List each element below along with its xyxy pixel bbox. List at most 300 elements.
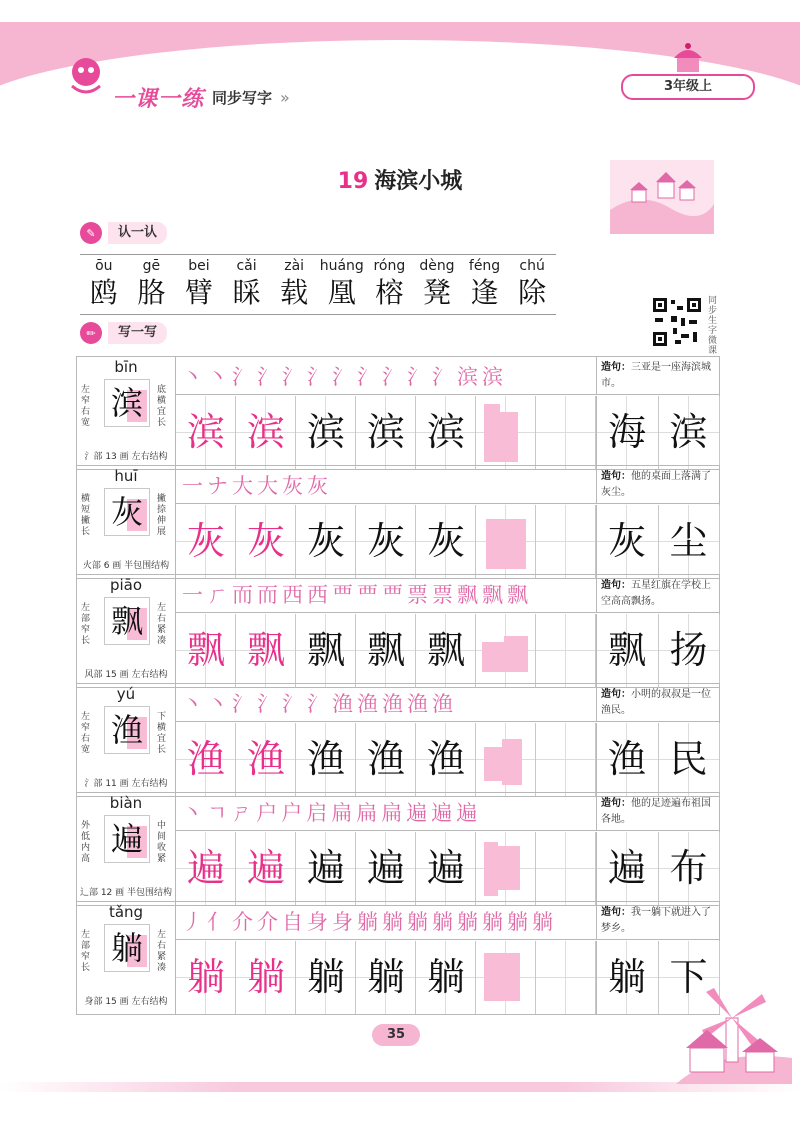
trace-char: 灰 bbox=[186, 519, 225, 563]
seaside-town-illustration bbox=[610, 160, 714, 234]
writing-tip-right: 中间收紧 bbox=[157, 821, 167, 864]
writing-cell bbox=[416, 505, 476, 578]
recognize-pinyin: bei bbox=[188, 258, 210, 274]
word-cell bbox=[597, 614, 659, 687]
char-meta: 身部 15 画 左右结构 bbox=[84, 997, 168, 1007]
word-char: 下 bbox=[669, 955, 708, 999]
writing-cell[interactable] bbox=[476, 941, 536, 1014]
stroke-order bbox=[176, 357, 596, 395]
stroke-step: 覀 bbox=[357, 582, 378, 607]
stroke-order bbox=[176, 466, 596, 504]
recognize-pinyin: huáng bbox=[319, 258, 364, 274]
recognize-hanzi: 凳 bbox=[422, 276, 451, 309]
char-info bbox=[77, 466, 176, 578]
stroke-step: 西 bbox=[282, 582, 303, 607]
char-meta: 氵部 11 画 左右结构 bbox=[84, 779, 168, 789]
char-display: 遍 bbox=[110, 820, 143, 858]
stroke-step: 票 bbox=[432, 582, 453, 607]
char-info bbox=[77, 793, 176, 905]
stroke-step: 大 bbox=[257, 473, 278, 498]
writing-cell bbox=[356, 941, 416, 1014]
trace-char: 躺 bbox=[246, 955, 285, 999]
section-write bbox=[80, 322, 167, 344]
stroke-step: 氵 bbox=[332, 364, 353, 389]
series-title bbox=[112, 82, 290, 113]
recognize-pinyin: ōu bbox=[95, 258, 113, 274]
stroke-step: 丶 bbox=[182, 800, 203, 825]
structure-block bbox=[500, 412, 518, 462]
recognize-char bbox=[270, 256, 318, 310]
stroke-order bbox=[176, 684, 596, 722]
recognize-pinyin: zài bbox=[284, 258, 305, 274]
divider bbox=[80, 254, 556, 255]
trace-char: 滨 bbox=[246, 410, 285, 454]
writing-cell bbox=[176, 505, 236, 578]
stroke-step: 一 bbox=[182, 473, 203, 498]
word-cells bbox=[596, 614, 720, 687]
trace-char: 遍 bbox=[186, 846, 225, 890]
recognize-char bbox=[508, 256, 556, 310]
stroke-step: 飘 bbox=[457, 582, 478, 607]
stroke-step: 覀 bbox=[332, 582, 353, 607]
recognize-hanzi: 胳 bbox=[137, 276, 166, 309]
writing-tip-left: 外低内高 bbox=[81, 821, 91, 864]
lesson-number: 19 bbox=[337, 169, 369, 194]
word-cells bbox=[596, 505, 720, 578]
word-char: 躺 bbox=[607, 955, 646, 999]
writing-grid bbox=[176, 614, 596, 687]
word-cell bbox=[659, 832, 721, 905]
writing-grid bbox=[176, 396, 596, 469]
stroke-step: 躺 bbox=[507, 909, 528, 934]
char-pinyin: huī bbox=[114, 467, 138, 485]
sentence-example bbox=[596, 793, 719, 831]
stroke-step: 身 bbox=[332, 909, 353, 934]
writing-cell bbox=[176, 832, 236, 905]
model-char: 飘 bbox=[306, 628, 345, 672]
word-cell bbox=[597, 723, 659, 796]
sentence-example bbox=[596, 684, 719, 722]
recognize-char bbox=[413, 256, 461, 310]
stroke-step: 扁 bbox=[356, 800, 378, 825]
recognize-char bbox=[175, 256, 223, 310]
recognize-char bbox=[80, 256, 128, 310]
sentence-example bbox=[596, 575, 719, 613]
stroke-step: 氵 bbox=[307, 364, 328, 389]
writing-cell[interactable] bbox=[536, 832, 596, 905]
stroke-step: 氵 bbox=[307, 691, 328, 716]
char-meta: 氵部 13 画 左右结构 bbox=[84, 452, 168, 462]
trace-char: 躺 bbox=[186, 955, 225, 999]
stroke-step: ㄱ bbox=[207, 800, 228, 825]
stroke-step: ㄏ bbox=[207, 582, 228, 607]
section-recognize bbox=[80, 222, 167, 244]
writing-cell[interactable] bbox=[476, 614, 536, 687]
stroke-step: 丶 bbox=[182, 691, 203, 716]
stroke-step: 而 bbox=[257, 582, 278, 607]
writing-cell[interactable] bbox=[536, 723, 596, 796]
stroke-step: 躺 bbox=[357, 909, 378, 934]
stroke-step: 灰 bbox=[282, 473, 303, 498]
writing-cell bbox=[356, 396, 416, 469]
mascot-icon bbox=[62, 52, 110, 100]
word-cell bbox=[659, 723, 721, 796]
writing-cell[interactable] bbox=[476, 723, 536, 796]
sentence-text: 他的桌面上落满了灰尘。 bbox=[601, 471, 711, 498]
windmill-house-illustration bbox=[676, 978, 792, 1084]
char-info bbox=[77, 575, 176, 687]
stroke-step: 氵 bbox=[282, 691, 303, 716]
writing-cell[interactable] bbox=[536, 941, 596, 1014]
trace-char: 渔 bbox=[246, 737, 285, 781]
stroke-step: 氵 bbox=[232, 364, 253, 389]
sentence-text: 我一躺下就进入了梦乡。 bbox=[601, 907, 711, 934]
recognize-char-list bbox=[80, 256, 556, 310]
trace-char: 渔 bbox=[186, 737, 225, 781]
stroke-step: 氵 bbox=[257, 364, 278, 389]
writing-cell[interactable] bbox=[536, 614, 596, 687]
structure-block bbox=[484, 404, 500, 462]
stroke-step: 氵 bbox=[257, 691, 278, 716]
stroke-step: 丶 bbox=[182, 364, 203, 389]
sentence-example bbox=[596, 357, 719, 395]
char-display: 灰 bbox=[110, 493, 143, 531]
stroke-step: 氵 bbox=[407, 364, 428, 389]
writing-cell bbox=[356, 614, 416, 687]
char-info bbox=[77, 902, 176, 1014]
model-char: 渔 bbox=[306, 737, 345, 781]
writing-grid bbox=[176, 941, 596, 1014]
stroke-step: 介 bbox=[232, 909, 253, 934]
recognize-char bbox=[461, 256, 509, 310]
writing-cell bbox=[236, 396, 296, 469]
recognize-hanzi: 榕 bbox=[375, 276, 404, 309]
model-char: 躺 bbox=[366, 955, 405, 999]
sentence-text: 他的足迹遍布祖国各地。 bbox=[601, 798, 711, 825]
char-display: 躺 bbox=[110, 929, 143, 967]
recognize-pinyin: féng bbox=[468, 258, 501, 274]
writing-cell bbox=[296, 505, 356, 578]
writing-cell bbox=[356, 723, 416, 796]
word-cells bbox=[596, 396, 720, 469]
word-cell bbox=[659, 614, 721, 687]
stroke-step: 渔 bbox=[432, 691, 453, 716]
stroke-step: 躺 bbox=[382, 909, 403, 934]
stroke-step: 遍 bbox=[406, 800, 428, 825]
word-char: 民 bbox=[669, 737, 708, 781]
trace-char: 遍 bbox=[246, 846, 285, 890]
structure-block bbox=[484, 747, 502, 781]
stroke-step: 户 bbox=[281, 800, 303, 825]
recognize-pinyin: chú bbox=[519, 258, 545, 274]
writing-cell bbox=[236, 941, 296, 1014]
writing-tip-left: 横短撇长 bbox=[81, 494, 91, 537]
stroke-step: ㄕ bbox=[231, 800, 253, 825]
writing-cell bbox=[416, 396, 476, 469]
section-recognize-label: 认一认 bbox=[108, 222, 167, 244]
stroke-order bbox=[176, 902, 596, 940]
sentence-label: 造句： bbox=[601, 798, 631, 809]
stroke-step: 氵 bbox=[282, 364, 303, 389]
stroke-step: 大 bbox=[232, 473, 253, 498]
structure-block bbox=[484, 953, 502, 1001]
stroke-step: 票 bbox=[407, 582, 428, 607]
structure-block bbox=[502, 953, 520, 1001]
stroke-step: 亻 bbox=[207, 909, 228, 934]
stroke-step: 丶 bbox=[207, 364, 228, 389]
word-cells bbox=[596, 832, 720, 905]
char-display-box bbox=[104, 924, 150, 972]
char-pinyin: tǎng bbox=[108, 903, 144, 921]
writing-tip-right: 左右紧凑 bbox=[157, 603, 167, 646]
word-cell bbox=[597, 941, 659, 1014]
structure-block bbox=[498, 846, 520, 890]
writing-cell bbox=[296, 832, 356, 905]
writing-cell bbox=[176, 723, 236, 796]
recognize-pinyin: dèng bbox=[419, 258, 455, 274]
writing-cell[interactable] bbox=[536, 396, 596, 469]
sentence-label: 造句： bbox=[601, 907, 631, 918]
writing-cell bbox=[416, 941, 476, 1014]
stroke-step: 滨 bbox=[482, 364, 503, 389]
model-char: 灰 bbox=[306, 519, 345, 563]
writing-cell bbox=[236, 505, 296, 578]
stroke-step: 西 bbox=[307, 582, 328, 607]
practice-row bbox=[76, 683, 720, 797]
word-char: 飘 bbox=[607, 628, 646, 672]
recognize-pinyin: gē bbox=[142, 258, 161, 274]
model-char: 飘 bbox=[366, 628, 405, 672]
sentence-text: 三亚是一座海滨城市。 bbox=[601, 362, 711, 389]
word-cell bbox=[597, 832, 659, 905]
stroke-step: 覀 bbox=[382, 582, 403, 607]
stroke-step: 一 bbox=[182, 582, 203, 607]
char-pinyin: biàn bbox=[109, 794, 143, 812]
writing-cell bbox=[416, 723, 476, 796]
section-write-label: 写一写 bbox=[108, 322, 167, 344]
stroke-order bbox=[176, 793, 596, 831]
writing-tip-right: 底横宜长 bbox=[157, 385, 167, 428]
recognize-char bbox=[366, 256, 414, 310]
recognize-pinyin: róng bbox=[373, 258, 406, 274]
char-display: 渔 bbox=[110, 711, 143, 749]
structure-block bbox=[502, 739, 522, 785]
char-info bbox=[77, 357, 176, 469]
char-meta: 辶部 12 画 半包围结构 bbox=[79, 888, 173, 898]
writing-tip-right: 撇捺伸展 bbox=[157, 494, 167, 537]
model-char: 灰 bbox=[426, 519, 465, 563]
writing-tip-left: 左窄右宽 bbox=[81, 712, 91, 755]
word-char: 灰 bbox=[607, 519, 646, 563]
recognize-hanzi: 睬 bbox=[232, 276, 261, 309]
char-meta: 火部 6 画 半包围结构 bbox=[82, 561, 170, 571]
stroke-step: 遍 bbox=[456, 800, 478, 825]
word-char: 扬 bbox=[669, 628, 708, 672]
cupcake-icon bbox=[668, 40, 708, 74]
stroke-step: 飘 bbox=[507, 582, 528, 607]
stroke-step: 躺 bbox=[532, 909, 553, 934]
writing-cell bbox=[296, 396, 356, 469]
word-cells bbox=[596, 723, 720, 796]
stroke-step: 氵 bbox=[432, 364, 453, 389]
series-subtitle: 同步写字 bbox=[212, 89, 273, 107]
char-meta: 风部 15 画 左右结构 bbox=[84, 670, 168, 680]
word-char: 尘 bbox=[669, 519, 708, 563]
structure-block bbox=[504, 636, 528, 672]
writing-tip-left: 左窄右宽 bbox=[81, 385, 91, 428]
model-char: 遍 bbox=[426, 846, 465, 890]
grade-badge: 3年级上 bbox=[621, 74, 755, 100]
sentence-label: 造句： bbox=[601, 580, 631, 591]
stroke-step: 渔 bbox=[332, 691, 353, 716]
stroke-step: 丶 bbox=[207, 691, 228, 716]
recognize-hanzi: 载 bbox=[280, 276, 309, 309]
stroke-step: 躺 bbox=[407, 909, 428, 934]
stroke-step: 滨 bbox=[457, 364, 478, 389]
writing-tip-left: 左部窄长 bbox=[81, 930, 91, 973]
stroke-step: 户 bbox=[256, 800, 278, 825]
writing-cell bbox=[356, 505, 416, 578]
practice-row bbox=[76, 356, 720, 470]
stroke-step: 躺 bbox=[457, 909, 478, 934]
writing-cell bbox=[296, 941, 356, 1014]
writing-cell bbox=[296, 614, 356, 687]
structure-block bbox=[482, 642, 504, 672]
recognize-hanzi: 臂 bbox=[184, 276, 213, 309]
stroke-step: 躺 bbox=[432, 909, 453, 934]
writing-cell[interactable] bbox=[476, 832, 536, 905]
practice-row bbox=[76, 901, 720, 1015]
structure-block bbox=[484, 842, 498, 896]
writing-cell bbox=[176, 941, 236, 1014]
model-char: 渔 bbox=[426, 737, 465, 781]
stroke-step: 扁 bbox=[331, 800, 353, 825]
writing-grid bbox=[176, 723, 596, 796]
recognize-hanzi: 鸥 bbox=[89, 276, 118, 309]
stroke-step: 氵 bbox=[382, 364, 403, 389]
word-cell bbox=[659, 505, 721, 578]
writing-grid bbox=[176, 832, 596, 905]
book-icon: ✎ bbox=[80, 222, 102, 244]
stroke-step: 遍 bbox=[431, 800, 453, 825]
sentence-text: 五星红旗在学校上空高高飘扬。 bbox=[601, 580, 711, 607]
char-display-box bbox=[104, 706, 150, 754]
writing-cell bbox=[296, 723, 356, 796]
stroke-step: ナ bbox=[207, 473, 228, 498]
trace-char: 飘 bbox=[246, 628, 285, 672]
stroke-step: 飘 bbox=[482, 582, 503, 607]
char-display-box bbox=[104, 597, 150, 645]
lesson-name: 海滨小城 bbox=[374, 169, 463, 194]
char-pinyin: yú bbox=[116, 685, 136, 703]
recognize-hanzi: 除 bbox=[518, 276, 547, 309]
char-display: 飘 bbox=[110, 602, 143, 640]
stroke-step: 而 bbox=[232, 582, 253, 607]
recognize-hanzi: 凰 bbox=[327, 276, 356, 309]
writing-grid bbox=[176, 505, 596, 578]
model-char: 飘 bbox=[426, 628, 465, 672]
trace-char: 灰 bbox=[246, 519, 285, 563]
page-number: 35 bbox=[372, 1024, 420, 1046]
word-char: 布 bbox=[669, 846, 708, 890]
trace-char: 滨 bbox=[186, 410, 225, 454]
sentence-example bbox=[596, 466, 719, 504]
series-main-title: 一课一练 bbox=[112, 87, 205, 112]
model-char: 遍 bbox=[366, 846, 405, 890]
stroke-step: 扁 bbox=[381, 800, 403, 825]
model-char: 滨 bbox=[366, 410, 405, 454]
qr-code-icon[interactable] bbox=[651, 296, 703, 348]
sentence-label: 造句： bbox=[601, 362, 631, 373]
word-char: 海 bbox=[607, 410, 646, 454]
model-char: 遍 bbox=[306, 846, 345, 890]
writing-cell bbox=[236, 723, 296, 796]
char-pinyin: piāo bbox=[109, 576, 143, 594]
word-cell bbox=[597, 505, 659, 578]
writing-tip-left: 左部窄长 bbox=[81, 603, 91, 646]
recognize-pinyin: cǎi bbox=[236, 258, 257, 274]
model-char: 躺 bbox=[426, 955, 465, 999]
model-char: 渔 bbox=[366, 737, 405, 781]
word-cell bbox=[659, 396, 721, 469]
sentence-label: 造句： bbox=[601, 471, 631, 482]
model-char: 滨 bbox=[426, 410, 465, 454]
qr-label: 同步生字微课 bbox=[708, 296, 718, 356]
sentence-label: 造句： bbox=[601, 689, 631, 700]
stroke-step: 介 bbox=[257, 909, 278, 934]
recognize-hanzi: 逢 bbox=[470, 276, 499, 309]
model-char: 灰 bbox=[366, 519, 405, 563]
stroke-step: 灰 bbox=[307, 473, 328, 498]
writing-cell bbox=[416, 832, 476, 905]
stroke-order bbox=[176, 575, 596, 613]
writing-cell bbox=[176, 614, 236, 687]
recognize-char bbox=[128, 256, 176, 310]
stroke-step: 自 bbox=[282, 909, 303, 934]
word-char: 遍 bbox=[607, 846, 646, 890]
writing-cell[interactable] bbox=[476, 396, 536, 469]
recognize-char bbox=[223, 256, 271, 310]
writing-cell bbox=[236, 614, 296, 687]
writing-cell[interactable] bbox=[536, 505, 596, 578]
writing-cell bbox=[356, 832, 416, 905]
stroke-step: 渔 bbox=[382, 691, 403, 716]
stroke-step: 身 bbox=[307, 909, 328, 934]
stroke-step: 丿 bbox=[182, 909, 203, 934]
char-info bbox=[77, 684, 176, 796]
writing-cell[interactable] bbox=[476, 505, 536, 578]
sentence-text: 小明的叔叔是一位渔民。 bbox=[601, 689, 711, 716]
practice-row bbox=[76, 574, 720, 688]
stroke-step: 氵 bbox=[232, 691, 253, 716]
stroke-step: 躺 bbox=[482, 909, 503, 934]
writing-cell bbox=[236, 832, 296, 905]
stroke-step: 渔 bbox=[357, 691, 378, 716]
word-cell bbox=[597, 396, 659, 469]
char-display-box bbox=[104, 815, 150, 863]
model-char: 躺 bbox=[306, 955, 345, 999]
char-display: 滨 bbox=[110, 384, 143, 422]
stroke-step: 渔 bbox=[407, 691, 428, 716]
char-display-box bbox=[104, 488, 150, 536]
word-char: 滨 bbox=[669, 410, 708, 454]
model-char: 滨 bbox=[306, 410, 345, 454]
char-display-box bbox=[104, 379, 150, 427]
recognize-char bbox=[318, 256, 366, 310]
writing-cell bbox=[416, 614, 476, 687]
divider bbox=[80, 314, 556, 315]
structure-block bbox=[486, 519, 526, 569]
